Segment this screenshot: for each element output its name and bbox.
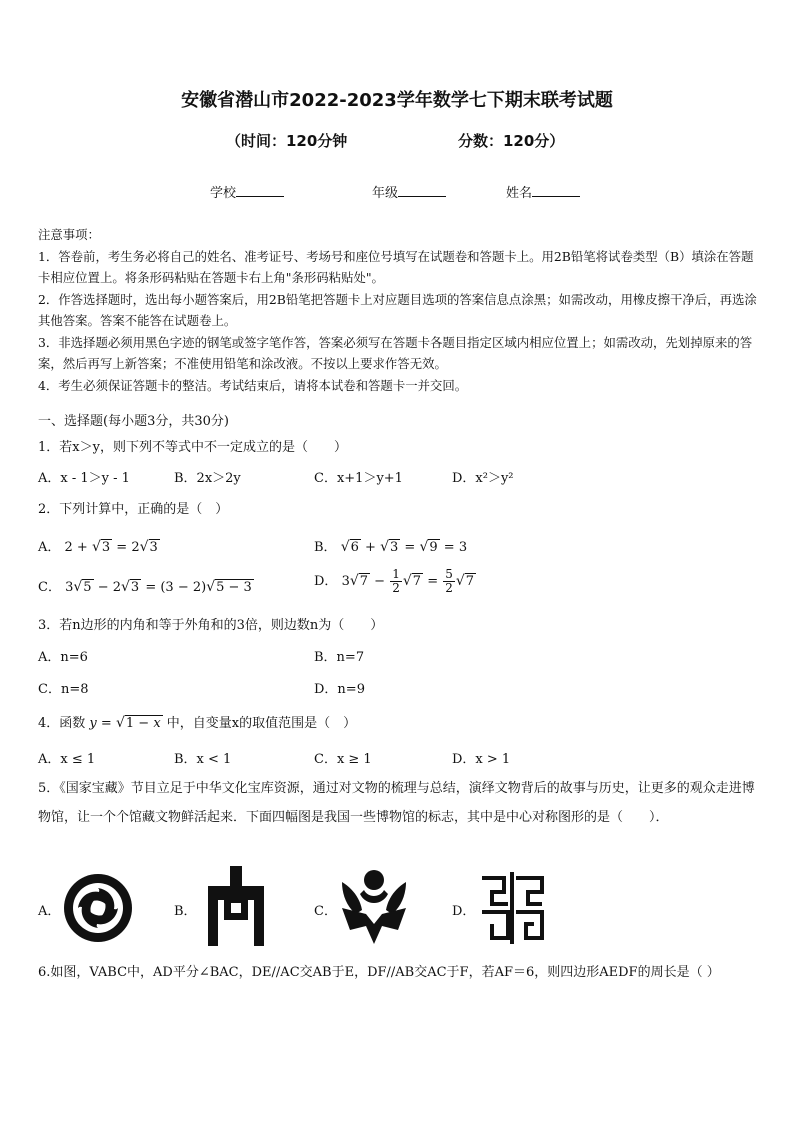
q2-option-a-label: A． bbox=[38, 540, 61, 555]
q3-stem: 3．若n边形的内角和等于外角和的3倍，则边数n为（ ） bbox=[38, 618, 384, 633]
note-item: 4．考生必须保证答题卡的整洁。考试结束后，请将本试卷和答题卡一并交回。 bbox=[38, 377, 468, 393]
q5-option-b-label: B． bbox=[174, 904, 197, 919]
q5-option-a-label: A． bbox=[38, 904, 61, 919]
q3-option-c: C．n=8 bbox=[38, 682, 89, 697]
q4-stem: 4．函数 y = √1 − x 中，自变量x的取值范围是（ ） bbox=[38, 715, 357, 731]
q5-option-c-label: C． bbox=[314, 904, 337, 919]
q4-option-c: C．x ≥ 1 bbox=[314, 752, 372, 767]
q1-option-c: C．x+1＞y+1 bbox=[314, 471, 403, 486]
time-label: （时间：120分钟 bbox=[226, 132, 348, 150]
notes-heading: 注意事项： bbox=[38, 227, 100, 242]
notes-block bbox=[38, 224, 758, 396]
museum-logo-a-icon bbox=[62, 872, 134, 944]
q5-option-d-label: D． bbox=[452, 904, 476, 919]
page-title: 安徽省潜山市2022-2023学年数学七下期末联考试题 bbox=[181, 90, 613, 111]
q1-stem: 1．若x＞y，则下列不等式中不一定成立的是（ ） bbox=[38, 440, 347, 455]
note-item: 1．答卷前，考生务必将自己的姓名、准考证号、考场号和座位号填写在试题卷和答题卡上。用2B铅笔将试卷类型（B）填涂在答题卡相应位置上。将条形码粘贴在答题卡右上角"条形码粘贴处"。 bbox=[38, 248, 754, 285]
grade-field bbox=[372, 182, 446, 201]
note-item: 3．非选择题必须用黑色字迹的钢笔或签字笔作答，答案必须写在答题卡各题目指定区域内相应位置上；如需改动，先划掉原来的答案，然后再写上新答案；不准使用铅笔和涂改液。不按以上要求作答无效。 bbox=[38, 334, 753, 371]
fraction: $\frac{1}{2}$ bbox=[392, 567, 400, 595]
q1-option-b: B．2x＞2y bbox=[174, 471, 241, 486]
name-field bbox=[506, 182, 580, 201]
note-item: 2．作答选择题时，选出每小题答案后，用2B铅笔把答题卡上对应题目选项的答案信息点涂黑；如需改动，用橡皮擦干净后，再选涂其他答案。答案不能答在试题卷上。 bbox=[38, 291, 757, 328]
q5-stem: 5．《国家宝藏》节目立足于中华文化宝库资源，通过对文物的梳理与总结，演绎文物背后的故事与历史，让更多的观众走进博物馆，让一个个馆藏文物鲜活起来．下面四幅图是我国一些博物馆的标志，其中是中心对称图形的是（ ）． bbox=[38, 781, 755, 825]
school-label: 学校 bbox=[210, 186, 237, 201]
section-heading: 一、选择题(每小题3分，共30分) bbox=[38, 414, 229, 429]
q3-option-b: B．n=7 bbox=[314, 650, 365, 665]
museum-logo-d-icon bbox=[478, 872, 546, 944]
name-blank bbox=[532, 184, 580, 197]
school-field bbox=[210, 182, 284, 201]
museum-logo-b-icon bbox=[200, 866, 272, 946]
q2-option-d-label: D． bbox=[314, 574, 338, 589]
q2-option-d: D． 3√7 − $\frac{1}{2}$ √7 = $\frac{5}{2}$ √7 bbox=[314, 567, 475, 595]
q2-option-c-label: C． bbox=[38, 580, 61, 595]
q4-option-b: B．x < 1 bbox=[174, 752, 232, 767]
q6-stem: 6.如图，VABC中，AD平分∠BAC，DE//AC交AB于E，DF//AB交AC于F，若AF＝6，则四边形AEDF的周长是（ ） bbox=[38, 965, 720, 980]
q2-option-a: A． 2 + √3 = 2√3 bbox=[38, 539, 158, 555]
q1-option-d: D．x²＞y² bbox=[452, 471, 514, 486]
name-label: 姓名 bbox=[506, 186, 533, 201]
grade-blank bbox=[398, 184, 446, 197]
q2-option-c: C． 3√5 − 2√3 = (3 − 2)√5 − 3 bbox=[38, 579, 252, 595]
q2-stem: 2．下列计算中，正确的是（ ） bbox=[38, 502, 229, 517]
q4-stem-prefix: 4．函数 bbox=[38, 716, 86, 731]
q4-stem-suffix: 中，自变量x的取值范围是（ ） bbox=[166, 716, 357, 731]
q2-option-b-label: B． bbox=[314, 540, 337, 555]
school-blank bbox=[236, 184, 284, 197]
grade-label: 年级 bbox=[372, 186, 399, 201]
q3-option-d: D．n=9 bbox=[314, 682, 365, 697]
score-label: 分数：120分） bbox=[458, 132, 565, 150]
q4-option-d: D．x > 1 bbox=[452, 752, 511, 767]
q3-option-a: A．n=6 bbox=[38, 650, 88, 665]
q1-option-a: A．x - 1＞y - 1 bbox=[38, 471, 130, 486]
fraction: $\frac{5}{2}$ bbox=[445, 567, 453, 595]
q2-option-b: B． √6 + √3 = √9 = 3 bbox=[314, 539, 468, 555]
museum-logo-c-icon bbox=[338, 868, 410, 944]
q4-option-a: A．x ≤ 1 bbox=[38, 752, 96, 767]
